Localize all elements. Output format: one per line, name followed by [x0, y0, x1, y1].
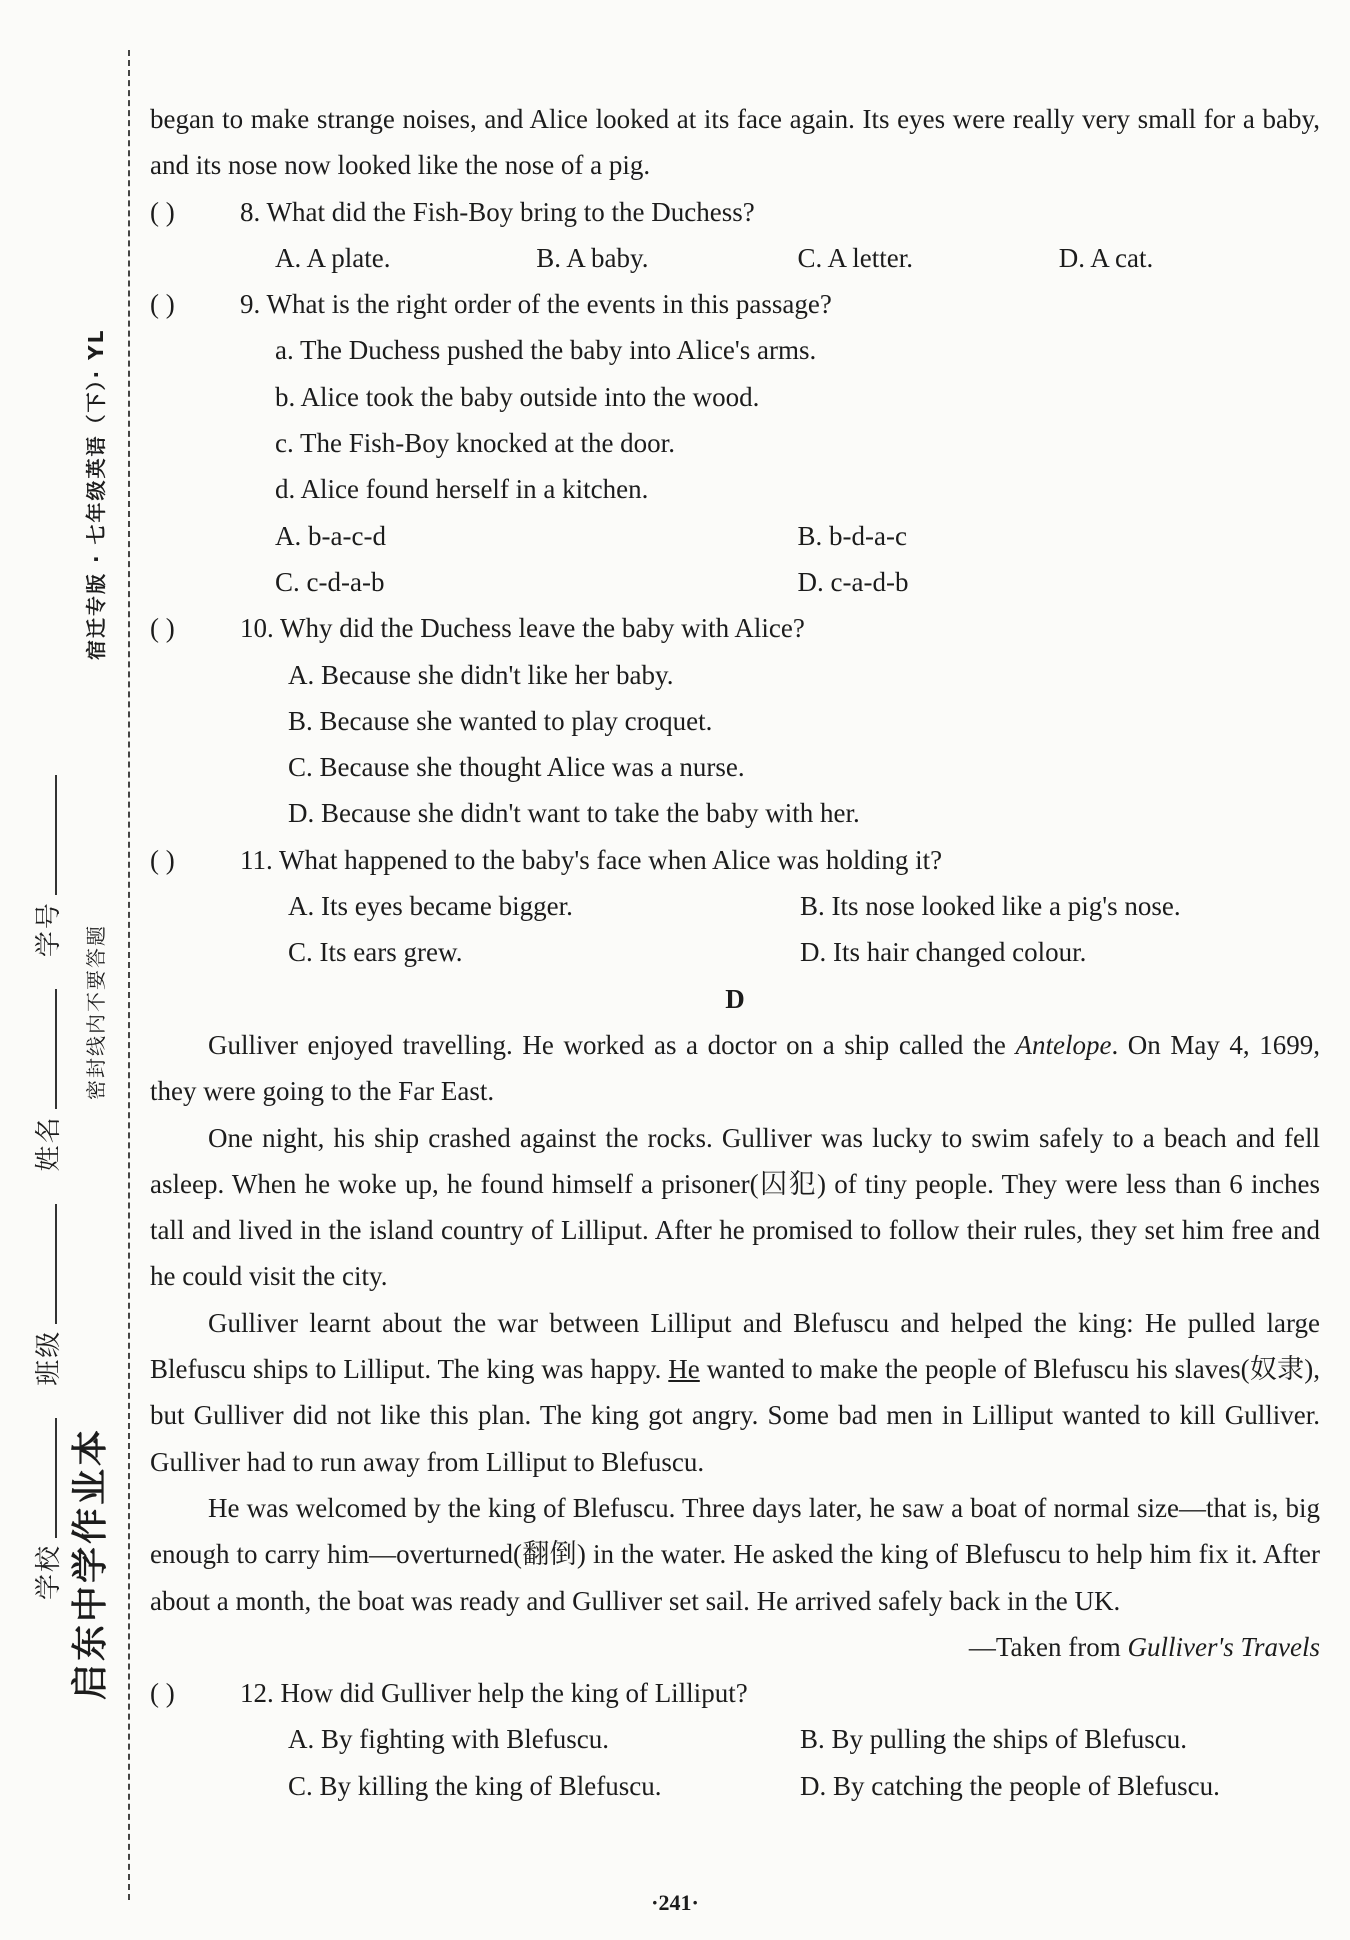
- option-c: C. By killing the king of Blefuscu.: [288, 1770, 662, 1801]
- section-heading: D: [725, 983, 745, 1014]
- option-a: A. Its eyes became bigger.: [288, 891, 573, 922]
- options-row: [150, 883, 1320, 929]
- option-a: A. By fighting with Blefuscu.: [288, 1724, 609, 1755]
- options-row: [150, 1716, 1320, 1762]
- question-10: [150, 605, 1320, 651]
- underlined-word: He: [668, 1354, 700, 1385]
- source-prefix: —Taken from: [968, 1631, 1128, 1662]
- option-a: A. A plate.: [275, 242, 391, 273]
- text-run: Gulliver learnt about the war between Lilliput and Blefuscu and helped the king: He pulled large Blefuscu ships to Lilliput. The king was happy.: [150, 1307, 1320, 1385]
- question-12: [150, 1670, 1320, 1716]
- option-a: A. Because she didn't like her baby.: [288, 659, 674, 690]
- option-d: D. Its hair changed colour.: [800, 937, 1087, 968]
- text-run: Gulliver enjoyed travelling. He worked as a doctor on a ship called the: [208, 1029, 1016, 1060]
- option-b: B. Its nose looked like a pig's nose.: [800, 891, 1181, 922]
- ship-name: Antelope: [1015, 1029, 1112, 1060]
- option-c: C. Because she thought Alice was a nurse.: [288, 752, 745, 783]
- name-label: 姓名: [34, 1115, 64, 1172]
- question-11: [150, 837, 1320, 883]
- question-8: [150, 189, 1320, 235]
- number-blank: [33, 775, 57, 895]
- passage-c-tail: began to make strange noises, and Alice looked at its face again. Its eyes were really very small for a baby, and its nose now looked like the nose of a pig.: [150, 104, 1320, 181]
- option-b: B. Because she wanted to play croquet.: [288, 705, 713, 736]
- number-label: 学号: [34, 901, 64, 958]
- options-row: [150, 235, 1320, 281]
- option-d: D. c-a-d-b: [797, 566, 909, 597]
- option-b: B. A baby.: [536, 242, 649, 273]
- page-number: ·241·: [651, 1890, 699, 1915]
- seal-line-notice: 密封线内不要答题: [84, 924, 108, 1100]
- event-b: b. Alice took the baby outside into the wood.: [275, 381, 760, 412]
- school-label: 学校: [34, 1543, 64, 1600]
- name-blank: [33, 989, 57, 1109]
- option-c: C. c-d-a-b: [275, 566, 385, 597]
- option-b: B. b-d-a-c: [797, 520, 907, 551]
- question-stem: 8. What did the Fish-Boy bring to the Duchess?: [240, 196, 755, 227]
- option-a: A. b-a-c-d: [275, 520, 386, 551]
- student-info-fields: [28, 753, 65, 1600]
- option-b: B. By pulling the ships of Blefuscu.: [800, 1724, 1187, 1755]
- options-row: [150, 559, 1320, 605]
- binding-margin: [0, 0, 130, 1940]
- question-stem: 9. What is the right order of the events in this passage?: [240, 289, 832, 320]
- passage-d-paragraph-2: One night, his ship crashed against the rocks. Gulliver was lucky to swim safely to a beach and fell asleep. When he woke up, he found himself a prisoner(囚犯) of tiny people. They were less than 6 inches tall and lived in the island country of Lilliput. After he promised to follow their rules, they set him free and he could visit the city.: [150, 1122, 1320, 1292]
- page-content: [150, 96, 1320, 1809]
- text-run: wanted to make the people of Blefuscu his slaves(奴隶), but Gulliver did not like this plan. The king got angry. Some bad men in Lilliput wanted to kill Gulliver. Gulliver had to run away from Lilliput to Blefuscu.: [150, 1354, 1320, 1477]
- question-stem: 12. How did Gulliver help the king of Lilliput?: [240, 1678, 748, 1709]
- option-c: C. Its ears grew.: [288, 937, 463, 968]
- passage-d-paragraph-3: [150, 1300, 1320, 1485]
- school-blank: [33, 1418, 57, 1538]
- option-d: D. By catching the people of Blefuscu.: [800, 1770, 1220, 1801]
- options-row: [150, 513, 1320, 559]
- edition-label: 宿迁专版 · 七年级英语（下）· YL: [84, 328, 108, 660]
- question-9: [150, 281, 1320, 327]
- source-citation: [150, 1624, 1320, 1670]
- passage-d-paragraph-4: He was welcomed by the king of Blefuscu. Three days later, he saw a boat of normal size—that is, big enough to carry him—overturned(翻倒) in the water. He asked the king of Blefuscu to help him fix it. After about a month, the boat was ready and Gulliver set sail. He arrived safely back in the UK.: [150, 1492, 1320, 1616]
- answer-blank[interactable]: ( ): [150, 844, 175, 875]
- option-c: C. A letter.: [797, 242, 914, 273]
- option-d: D. A cat.: [1058, 242, 1154, 273]
- event-a: a. The Duchess pushed the baby into Alice's arms.: [275, 335, 817, 366]
- options-row: [150, 929, 1320, 975]
- seal-dashed-line: [128, 50, 130, 1900]
- passage-d-paragraph-1: [150, 1022, 1320, 1115]
- class-blank: [33, 1204, 57, 1324]
- source-title: Gulliver's Travels: [1127, 1631, 1320, 1662]
- option-d: D. Because she didn't want to take the baby with her.: [288, 798, 860, 829]
- question-stem: 11. What happened to the baby's face when Alice was holding it?: [240, 844, 943, 875]
- answer-blank[interactable]: ( ): [150, 1678, 175, 1709]
- brand-title: 启东中学作业本: [70, 1426, 111, 1700]
- options-row: [150, 1763, 1320, 1809]
- text-run: . On May 4, 1699, they were going to the Far East.: [150, 1029, 1320, 1107]
- question-stem: 10. Why did the Duchess leave the baby with Alice?: [240, 613, 805, 644]
- event-c: c. The Fish-Boy knocked at the door.: [275, 428, 675, 459]
- class-label: 班级: [34, 1329, 64, 1386]
- event-d: d. Alice found herself in a kitchen.: [275, 474, 649, 505]
- answer-blank[interactable]: ( ): [150, 289, 175, 320]
- answer-blank[interactable]: ( ): [150, 196, 175, 227]
- answer-blank[interactable]: ( ): [150, 613, 175, 644]
